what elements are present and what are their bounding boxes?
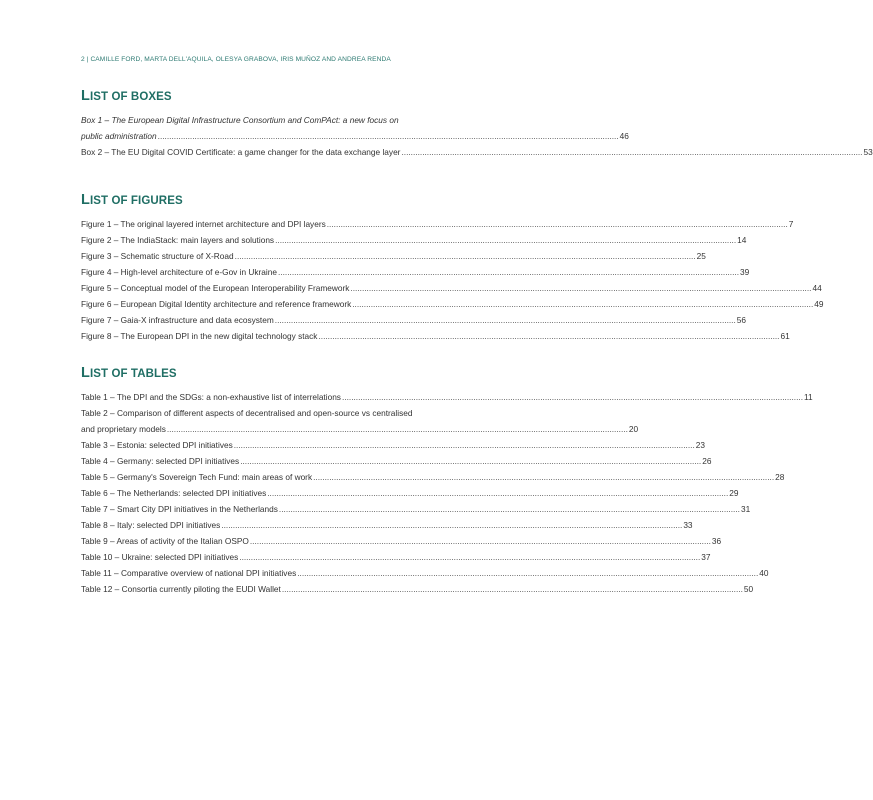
figure-entry-7[interactable]: Figure 7 – Gaia-X infrastructure and data ecosystem ........................................................................................................................................................................................................ 56 — [81, 312, 485, 328]
running-header: 2 | CAMILLE FORD, MARTA DELL'AQUILA, OLESYA GRABOVA, IRIS MUÑOZ AND ANDREA RENDA — [81, 56, 391, 63]
figure-entry-6[interactable]: Figure 6 – European Digital Identity architecture and reference framework ........................................................................................................................................................................................................ 49 — [81, 296, 485, 312]
page-number: 33 — [683, 520, 693, 530]
page-number: 11 — [804, 392, 813, 402]
figure-entry-5[interactable]: Figure 5 – Conceptual model of the European Interoperability Framework ........................................................................................................................................................................................................ 44 — [81, 280, 485, 296]
list-of-figures-section — [81, 192, 824, 344]
page-number: 61 — [780, 331, 790, 341]
table-entry-5[interactable]: Table 5 – Germany's Sovereign Tech Fund: main areas of work ........................................................................................................................................................................................................ 28 — [81, 469, 485, 485]
figure-entry-8[interactable]: Figure 8 – The European DPI in the new digital technology stack ........................................................................................................................................................................................................ 61 — [81, 328, 485, 344]
figure-entry-1[interactable]: Figure 1 – The original layered internet architecture and DPI layers ........................................................................................................................................................................................................ 7 — [81, 216, 485, 232]
page-number: 50 — [743, 584, 754, 594]
page-number: 26 — [702, 456, 712, 466]
table-entry-2[interactable]: Table 2 – Comparison of different aspects of decentralised and open-source vs centralised and proprietary models ........................................................................................................................................................................................................ 20 — [81, 405, 485, 437]
page-number: 46 — [619, 131, 629, 141]
list-of-boxes-section — [81, 88, 873, 160]
table-entry-6[interactable]: Table 6 – The Netherlands: selected DPI initiatives ........................................................................................................................................................................................................ 29 — [81, 485, 485, 501]
table-entry-1[interactable]: Table 1 – The DPI and the SDGs: a non-exhaustive list of interrelations ........................................................................................................................................................................................................ 11 — [81, 389, 485, 405]
page-number: 49 — [814, 299, 824, 309]
figure-entry-4[interactable]: Figure 4 – High-level architecture of e-Gov in Ukraine ........................................................................................................................................................................................................ 39 — [81, 264, 485, 280]
page-number: 23 — [695, 440, 705, 450]
page-number: 31 — [740, 504, 751, 514]
page-number: 40 — [759, 568, 769, 578]
box-entry-1[interactable]: Box 1 – The European Digital Infrastructure Consortium and ComPAct: a new focus on public administration ........................................................................................................................................................................................................ 46 — [81, 112, 485, 144]
page-number: 39 — [740, 267, 750, 277]
page-number: 29 — [729, 488, 739, 498]
table-entry-10[interactable]: Table 10 – Ukraine: selected DPI initiatives ........................................................................................................................................................................................................ 37 — [81, 549, 485, 565]
table-entry-12[interactable]: Table 12 – Consortia currently piloting the EUDI Wallet ........................................................................................................................................................................................................ 50 — [81, 581, 485, 597]
figure-entry-2[interactable]: Figure 2 – The IndiaStack: main layers and solutions ........................................................................................................................................................................................................ 14 — [81, 232, 485, 248]
table-entry-3[interactable]: Table 3 – Estonia: selected DPI initiatives ........................................................................................................................................................................................................ 23 — [81, 437, 485, 453]
page-number: 25 — [696, 251, 706, 261]
page-number: 20 — [628, 424, 639, 434]
list-of-tables-section — [81, 365, 813, 597]
page-number: 44 — [812, 283, 822, 293]
list-of-figures-heading: LIST OF FIGURES — [81, 192, 183, 208]
page-number: 53 — [863, 147, 873, 157]
page-number: 56 — [736, 315, 747, 325]
table-entry-7[interactable]: Table 7 – Smart City DPI initiatives in the Netherlands ........................................................................................................................................................................................................ 31 — [81, 501, 485, 517]
box-entry-2[interactable]: Box 2 – The EU Digital COVID Certificate: a game changer for the data exchange layer ........................................................................................................................................................................................................ 53 — [81, 144, 485, 160]
table-entry-9[interactable]: Table 9 – Areas of activity of the Italian OSPO ........................................................................................................................................................................................................ 36 — [81, 533, 485, 549]
table-entry-8[interactable]: Table 8 – Italy: selected DPI initiatives ........................................................................................................................................................................................................ 33 — [81, 517, 485, 533]
page-number: 36 — [711, 536, 722, 546]
list-of-tables-heading: LIST OF TABLES — [81, 365, 177, 381]
page-number: 7 — [788, 219, 794, 229]
table-entry-4[interactable]: Table 4 – Germany: selected DPI initiatives ........................................................................................................................................................................................................ 26 — [81, 453, 485, 469]
page-number: 28 — [775, 472, 785, 482]
figure-entry-3[interactable]: Figure 3 – Schematic structure of X-Road ........................................................................................................................................................................................................ 25 — [81, 248, 485, 264]
table-entry-11[interactable]: Table 11 – Comparative overview of national DPI initiatives ........................................................................................................................................................................................................ 40 — [81, 565, 485, 581]
list-of-boxes-heading: LIST OF BOXES — [81, 88, 172, 104]
page-number: 14 — [737, 235, 747, 245]
page-number: 37 — [701, 552, 711, 562]
